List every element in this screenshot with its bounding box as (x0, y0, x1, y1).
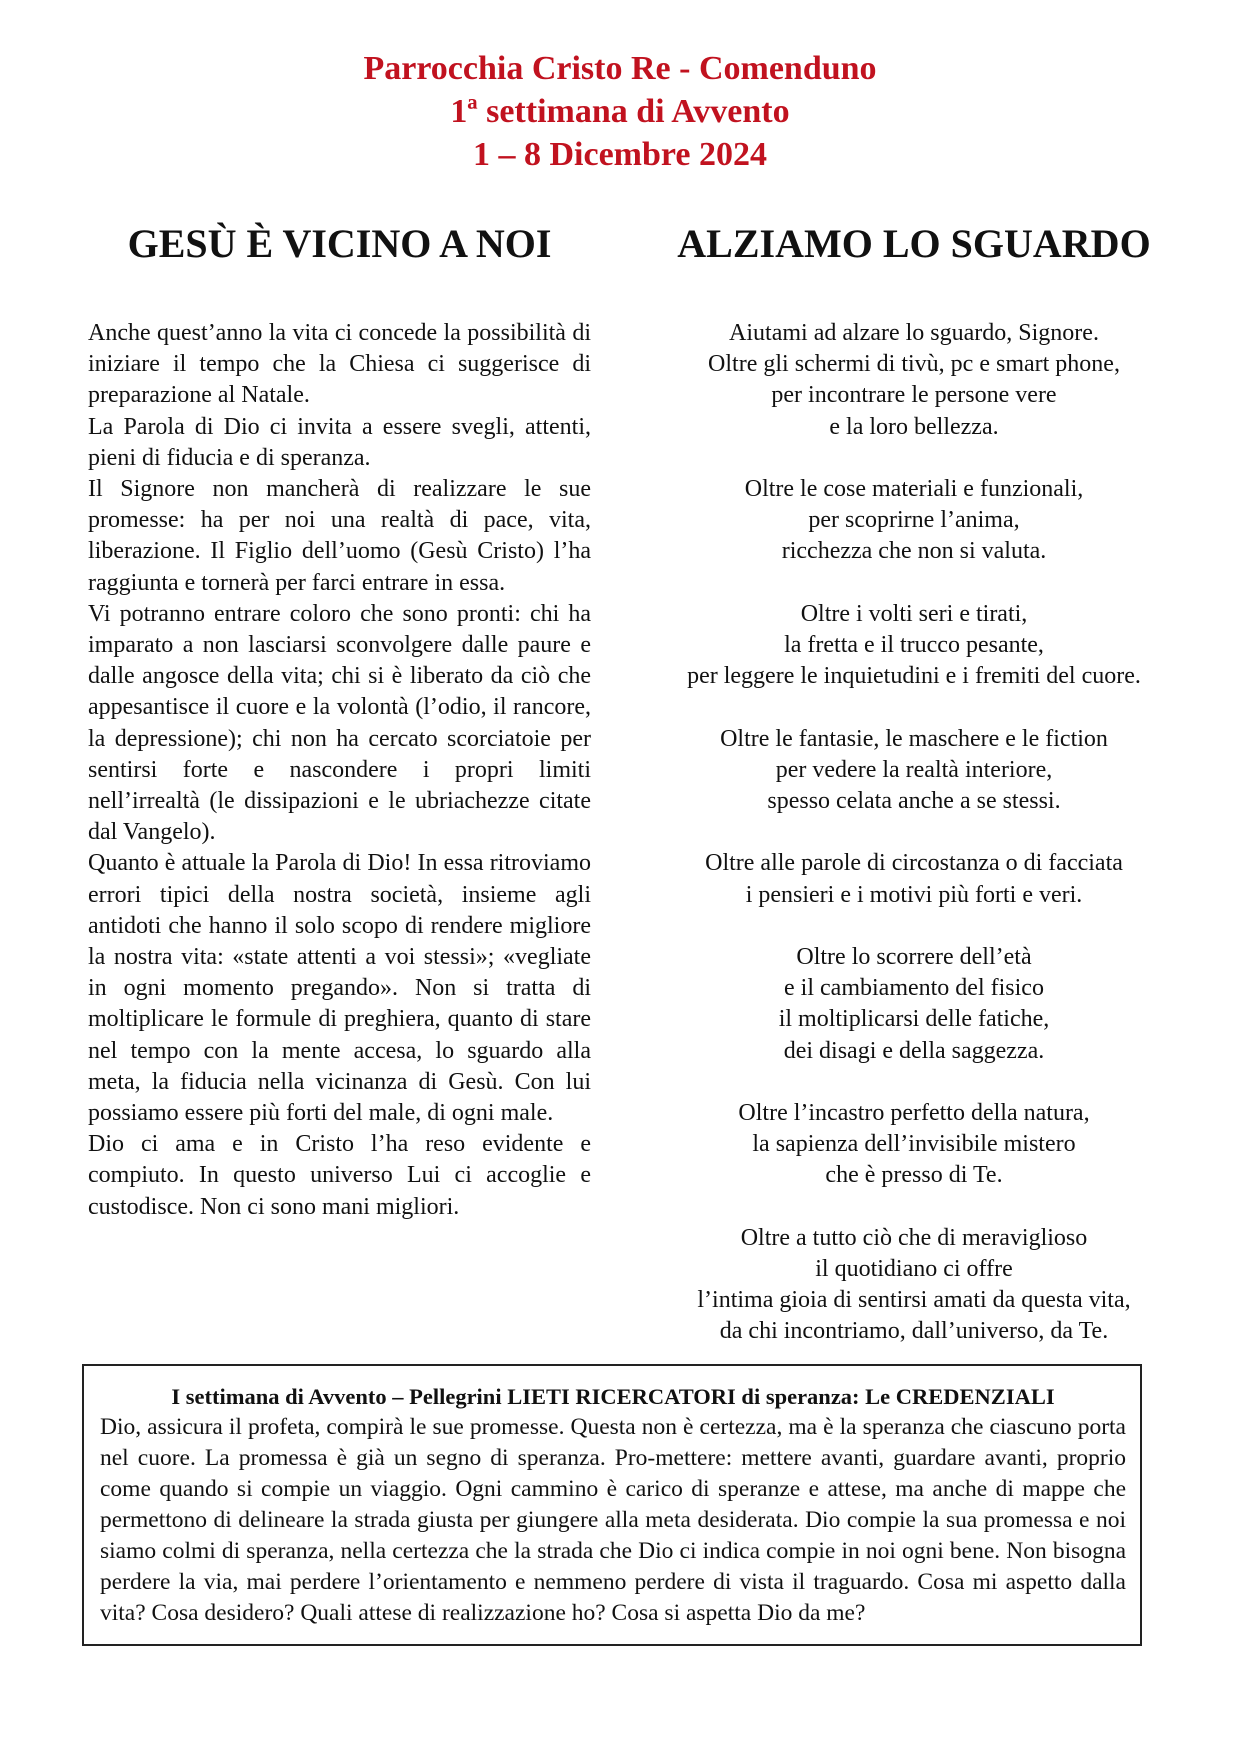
right-column (646, 220, 1182, 1348)
document-header (0, 47, 1240, 176)
stanza (646, 942, 1182, 1067)
reflection-box (82, 1364, 1142, 1646)
poem-line: spesso celata anche a se stessi. (767, 788, 1061, 814)
poem-line: Oltre le cose materiali e funzionali, (744, 476, 1084, 502)
poem-line: Oltre gli schermi di tivù, pc e smart phone, (708, 351, 1120, 378)
parish-name: Parrocchia Cristo Re - Comenduno (363, 50, 877, 87)
poem-line: Oltre i volti seri e tirati, (800, 600, 1028, 627)
prayer-poem (646, 318, 1182, 1348)
poem-line: la fretta e il trucco pesante, (784, 632, 1044, 658)
paragraph: La Parola di Dio ci invita a essere svegli, attenti, pieni di fiducia e di speranza. (88, 413, 591, 471)
reflection-box-title: I settimana di Avvento – Pellegrini LIETI RICERCATORI di speranza: Le CREDENZIALI (171, 1384, 1055, 1409)
paragraph: Vi potranno entrare coloro che sono pronti: chi ha imparato a non lasciarsi sconvolgere dalle paure e dalle angosce della vita; chi si è liberato da ciò che appesantisce il cuore e la volontà (l’odio, il rancore, la depressione); chi non ha cercato scorciatoie per sentirsi forte e nascondere i propri limiti nell’irrealtà (le dissipazioni e le ubriachezze citate dal Vangelo). (88, 600, 591, 846)
poem-line: Oltre le fantasie, le maschere e le fiction (720, 725, 1108, 752)
paragraph: Anche quest’anno la vita ci concede la possibilità di iniziare il tempo che la Chiesa ci suggerisce di preparazione al Natale. (88, 320, 591, 409)
right-column-title: ALZIAMO LO SGUARDO (677, 221, 1151, 266)
paragraph: Quanto è attuale la Parola di Dio! In essa ritroviamo errori tipici della nostra società, insieme agli antidoti che hanno il solo scopo di rendere migliore la nostra vita: «state attenti a voi stessi»; «vegliate in ogni momento pregando». Non si tratta di moltiplicare le formule di preghiera, quanto di stare nel tempo con la mente accesa, lo sguardo alla meta, la fiducia nella vicinanza di Gesù. Con lui possiamo essere più forti del male, di ogni male. (88, 850, 591, 1127)
week-title: 1ª settimana di Avvento (450, 93, 790, 130)
poem-line: l’intima gioia di sentirsi amati da questa vita, (697, 1287, 1131, 1314)
stanza (646, 848, 1182, 910)
poem-line: per leggere le inquietudini e i fremiti del cuore. (687, 663, 1141, 690)
date-range: 1 – 8 Dicembre 2024 (473, 136, 767, 173)
stanza (646, 1223, 1182, 1348)
poem-line: ricchezza che non si valuta. (781, 538, 1047, 565)
stanza (646, 599, 1182, 693)
poem-line: la sapienza dell’invisibile mistero (752, 1131, 1076, 1158)
poem-line: Oltre lo scorrere dell’età (796, 943, 1032, 970)
stanza (646, 1098, 1182, 1192)
paragraph: Il Signore non mancherà di realizzare le sue promesse: ha per noi una realtà di pace, vita, liberazione. Il Figlio dell’uomo (Gesù Cristo) l’ha raggiunta e tornerà per farci entrare in essa. (88, 476, 591, 596)
reflection-box-body: Dio, assicura il profeta, compirà le sue promesse. Questa non è certezza, ma è la speranza che ciascuno porta nel cuore. La promessa è già un segno di speranza. Pro-mettere: mettere avanti, guardare avanti, proprio come quando si compie un viaggio. Ogni cammino è carico di speranze e attese, ma anche di mappe che permettono di delineare la strada giusta per giungere alla meta desiderata. Dio compie la sua promessa e noi siamo colmi di speranza, nella certezza che la strada che Dio ci indica compie in noi ogni bene. Non bisogna perdere la via, mai perdere l’orientamento e nemmeno perdere di vista il traguardo. Cosa mi aspetto dalla vita? Cosa desidero? Quali attese di realizzazione ho? Cosa si aspetta Dio da me? (100, 1414, 1126, 1626)
poem-line: Oltre l’incastro perfetto della natura, (738, 1099, 1090, 1126)
poem-line: e la loro bellezza. (829, 413, 999, 440)
poem-line: per vedere la realtà interiore, (775, 756, 1053, 783)
poem-line: per incontrare le persone vere (771, 382, 1057, 409)
left-column (88, 220, 591, 1223)
poem-line: i pensieri e i motivi più forti e veri. (745, 881, 1083, 908)
left-column-text (88, 318, 591, 1223)
stanza (646, 724, 1182, 818)
poem-line: il moltiplicarsi delle fatiche, (778, 1006, 1050, 1033)
paragraph: Dio ci ama e in Cristo l’ha reso evidente e compiuto. In questo universo Lui ci accoglie e custodisce. Non ci sono mani migliori. (88, 1131, 591, 1220)
poem-line: Oltre alle parole di circostanza o di facciata (705, 850, 1123, 877)
poem-line: e il cambiamento del fisico (784, 975, 1044, 1002)
left-column-title: GESÙ È VICINO A NOI (127, 221, 552, 266)
stanza (646, 318, 1182, 443)
stanza (646, 474, 1182, 568)
poem-line: il quotidiano ci offre (815, 1255, 1013, 1282)
poem-line: Aiutami ad alzare lo sguardo, Signore. (729, 320, 1099, 346)
poem-line: da chi incontriamo, dall’universo, da Te. (719, 1318, 1109, 1345)
poem-line: Oltre a tutto ciò che di meraviglioso (740, 1224, 1088, 1251)
poem-line: per scoprirne l’anima, (808, 507, 1020, 534)
poem-line: che è presso di Te. (825, 1162, 1003, 1189)
poem-line: dei disagi e della saggezza. (783, 1037, 1045, 1064)
